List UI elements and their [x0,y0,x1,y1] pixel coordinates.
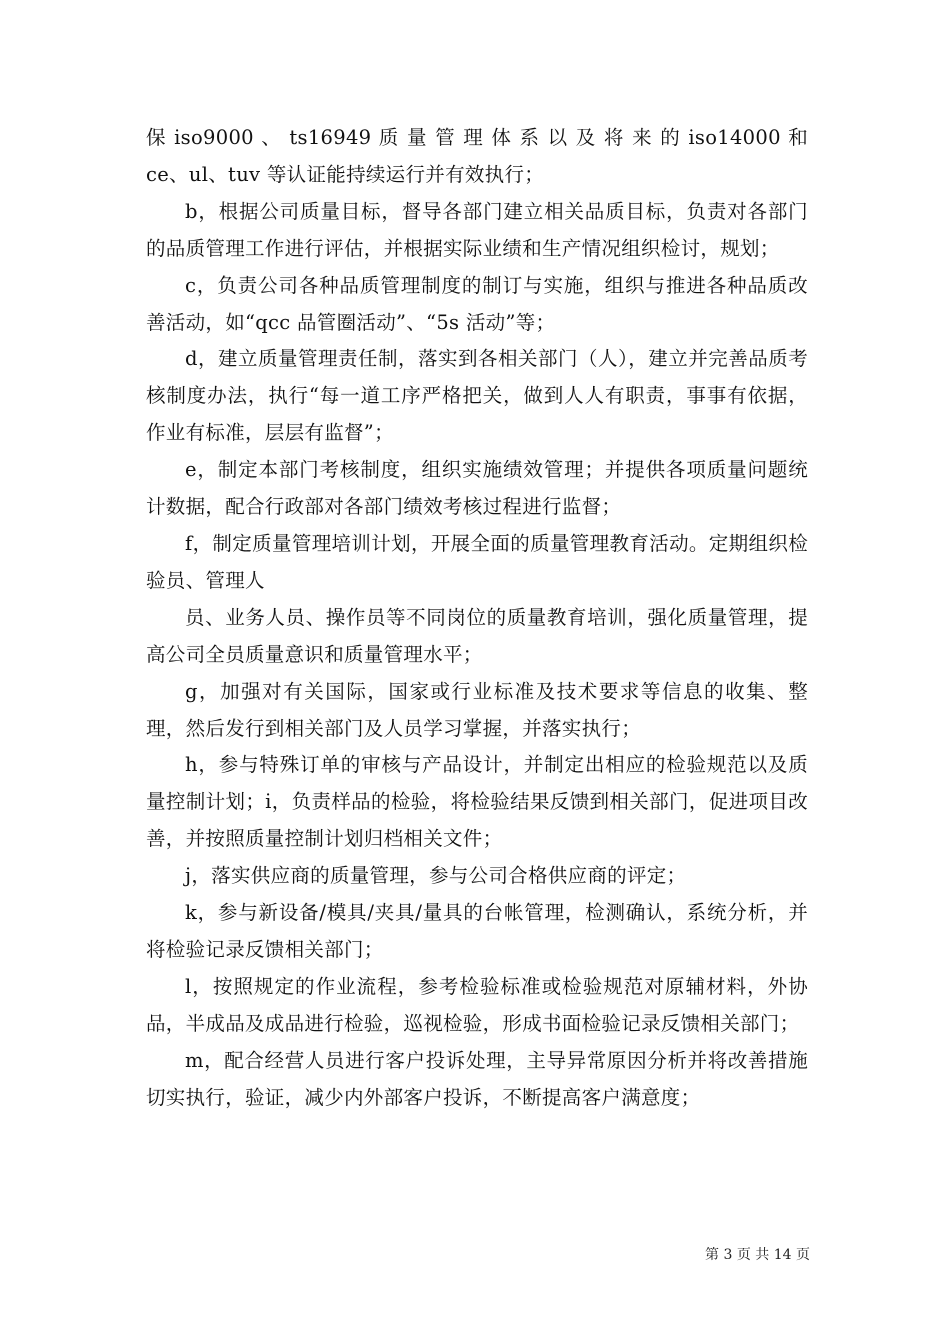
paragraph-item-f: f，制定质量管理培训计划，开展全面的质量管理教育活动。定期组织检验员、管理人 [146,531,808,592]
paragraph-item-m: m，配合经营人员进行客户投诉处理，主导异常原因分析并将改善措施切实执行，验证，减少内外部客户投诉，不断提高客户满意度； [146,1048,808,1109]
paragraph-item-k: k，参与新设备/模具/夹具/量具的台帐管理，检测确认，系统分析，并将检验记录反馈相关部门； [146,901,808,961]
document-body [146,120,808,1116]
paragraph-item-g: g，加强对有关国际，国家或行业标准及技术要求等信息的收集、整理，然后发行到相关部门及人员学习掌握，并落实执行； [146,679,808,740]
paragraph-item-d: d，建立质量管理责任制，落实到各相关部门（人），建立并完善品质考核制度办法，执行“每一道工序严格把关，做到人人有职责，事事有依据，作业有标准，层层有监督”； [146,347,808,445]
paragraph-continuation: 保 iso9000 、 ts16949 质 量 管 理 体 系 以 及 将 来 的 iso14000 和ce、ul、tuv 等认证能持续运行并有效执行； [146,126,808,186]
paragraph-item-h-i: h，参与特殊订单的审核与产品设计，并制定出相应的检验规范以及质量控制计划；i，负责样品的检验，将检验结果反馈到相关部门，促进项目改善，并按照质量控制计划归档相关文件； [146,753,808,851]
paragraph-item-f-continued: 员、业务人员、操作员等不同岗位的质量教育培训，强化质量管理，提高公司全员质量意识和质量管理水平； [146,605,808,666]
paragraph-item-l: l，按照规定的作业流程，参考检验标准或检验规范对原辅材料，外协品，半成品及成品进行检验，巡视检验，形成书面检验记录反馈相关部门； [146,974,808,1035]
paragraph-item-e: e，制定本部门考核制度，组织实施绩效管理；并提供各项质量问题统计数据，配合行政部对各部门绩效考核过程进行监督； [146,458,808,519]
paragraph-item-b: b，根据公司质量目标，督导各部门建立相关品质目标，负责对各部门的品质管理工作进行评估，并根据实际业绩和生产情况组织检讨，规划； [146,199,808,260]
paragraph-item-c: c，负责公司各种品质管理制度的制订与实施，组织与推进各种品质改善活动，如“qcc 品管圈活动”、“5s 活动”等； [146,273,808,334]
paragraph-item-j: j，落实供应商的质量管理，参与公司合格供应商的评定； [185,864,687,888]
page-number-footer: 第 3 页 共 14 页 [705,1247,810,1263]
